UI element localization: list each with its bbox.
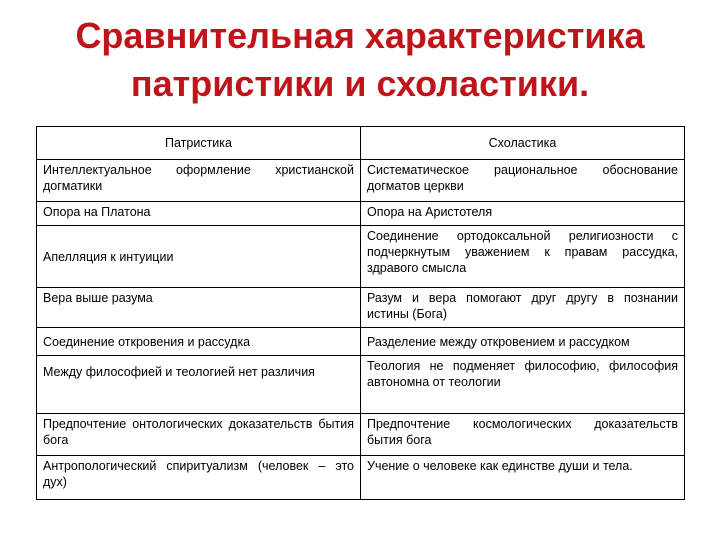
table-row xyxy=(37,160,685,202)
scholasticism-cell: Теология не подменяет философию, философия автономна от теологии xyxy=(361,356,685,414)
patristics-cell: Соединение откровения и рассудка xyxy=(37,328,361,356)
title-line-2: патристики и схоластики. xyxy=(130,63,590,104)
scholasticism-cell: Предпочтение космологических доказательств бытия бога xyxy=(361,414,685,456)
scholasticism-cell: Учение о человеке как единстве души и тела. xyxy=(361,456,685,500)
patristics-cell: Апелляция к интуиции xyxy=(37,226,361,288)
scholasticism-cell: Систематическое рациональное обоснование догматов церкви xyxy=(361,160,685,202)
patristics-cell: Интеллектуальное оформление христианской догматики xyxy=(37,160,361,202)
patristics-cell: Опора на Платона xyxy=(37,202,361,226)
header-patristics: Патристика xyxy=(37,127,361,160)
scholasticism-cell: Опора на Аристотеля xyxy=(361,202,685,226)
header-scholasticism: Схоластика xyxy=(361,127,685,160)
page-title xyxy=(0,12,720,108)
table-row xyxy=(37,414,685,456)
table-row xyxy=(37,356,685,414)
scholasticism-cell: Разделение между откровением и рассудком xyxy=(361,328,685,356)
table-row xyxy=(37,202,685,226)
patristics-cell: Вера выше разума xyxy=(37,288,361,328)
scholasticism-cell: Разум и вера помогают друг другу в познании истины (Бога) xyxy=(361,288,685,328)
table-row xyxy=(37,226,685,288)
table-row xyxy=(37,456,685,500)
table-row xyxy=(37,288,685,328)
table-header-row xyxy=(37,127,685,160)
patristics-cell: Антропологический спиритуализм (человек – это дух) xyxy=(37,456,361,500)
scholasticism-cell: Соединение ортодоксальной религиозности с подчеркнутым уважением к правам рассудка, здравого смысла xyxy=(361,226,685,288)
patristics-cell: Между философией и теологией нет различия xyxy=(37,356,361,414)
title-line-1: Сравнительная характеристика xyxy=(75,15,645,56)
comparison-table xyxy=(36,126,685,500)
table-row xyxy=(37,328,685,356)
patristics-cell: Предпочтение онтологических доказательств бытия бога xyxy=(37,414,361,456)
